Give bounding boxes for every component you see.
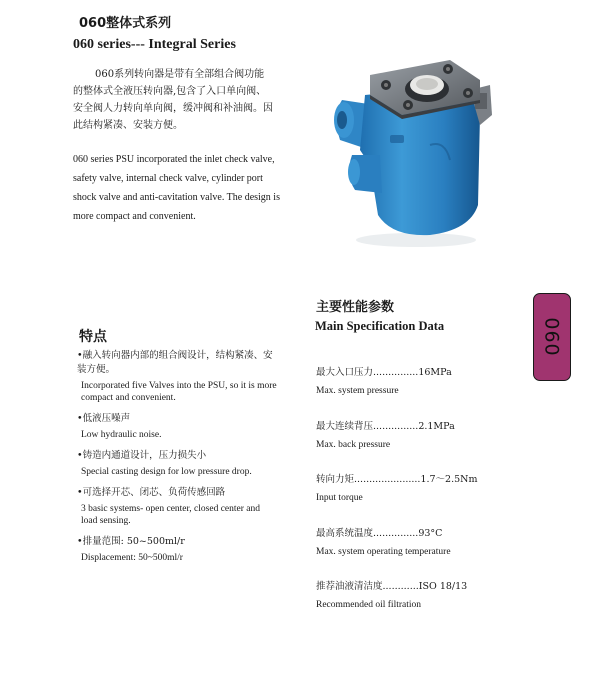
spec-item	[316, 366, 536, 420]
specs-heading-cn: 主要性能参数	[316, 300, 395, 315]
spec-leader-dots: ...............	[373, 420, 419, 432]
intro-text-cn: 060系列转向器是带有全部组合阀功能的整体式全液压转向器,包含了入口单向阀、安全阀人力转向单向阀，缓冲阀和补油阀。因此结构紧凑、安装方便。	[73, 69, 273, 131]
feature-text-cn: •低液压噪声	[77, 413, 131, 424]
spec-item	[316, 473, 536, 527]
feature-text-cn: •融入转向器内部的组合阀设计，结构紧凑、安装方便。	[77, 350, 273, 375]
steering-unit-image	[330, 55, 495, 255]
feature-text-en: Displacement: 50~500ml/r	[81, 553, 183, 563]
feature-item	[77, 486, 277, 527]
spec-item	[316, 527, 536, 581]
section-title-cn: 060整体式系列	[79, 16, 172, 31]
spec-leader-dots: ...............	[373, 367, 419, 378]
spec-label-cn: 最大入口压力	[316, 367, 374, 378]
spec-leader-dots: ......................	[354, 474, 421, 485]
feature-item	[77, 535, 277, 564]
features-heading: 特点	[79, 329, 107, 345]
feature-text-en: Low hydraulic noise.	[81, 430, 162, 440]
specs-heading-en: Main Specification Data	[315, 319, 445, 333]
spec-label-cn: 推荐油液清洁度	[316, 581, 383, 592]
spec-value: 16MPa	[418, 367, 452, 378]
spec-value: ISO 18/13	[418, 581, 468, 592]
spec-label-en: Max. system pressure	[316, 386, 399, 396]
feature-text-cn: •铸造内通道设计，压力损失小	[77, 450, 207, 461]
feature-text-cn: •排量范围: 50~500ml/r	[77, 536, 185, 547]
feature-text-en: Special casting design for low pressure drop.	[81, 467, 252, 477]
spec-label-cn: 最高系统温度	[316, 527, 374, 539]
feature-text-en: 3 basic systems- open center, closed center and load sensing.	[81, 504, 260, 526]
spec-label-cn: 转向力矩	[316, 474, 355, 485]
section-title-en: 060 series--- Integral Series	[73, 37, 236, 52]
feature-text-cn: •可选择开芯、闭芯、负荷传感回路	[77, 487, 226, 498]
spec-label-cn: 最大连续背压	[316, 420, 374, 432]
spec-label-en: Recommended oil filtration	[316, 600, 422, 610]
spec-value: 93°C	[418, 527, 443, 539]
feature-item	[77, 349, 277, 404]
spec-value: 1.7～2.5Nm	[420, 474, 478, 485]
spec-item	[316, 580, 536, 634]
series-side-tab	[533, 293, 571, 381]
spec-item	[316, 420, 536, 474]
spec-label-en: Input torque	[316, 493, 363, 503]
spec-label-en: Max. back pressure	[316, 439, 391, 450]
spec-value: 2.1MPa	[418, 420, 455, 432]
spec-leader-dots: ............	[382, 581, 419, 592]
feature-text-en: Incorporated five Valves into the PSU, so it is more compact and convenient.	[81, 381, 277, 403]
feature-item	[77, 449, 277, 478]
intro-text-en: 060 series PSU incorporated the inlet check valve, safety valve, internal check valve, cylinder port shock valve and anti-cavitation valve. The design is more compact and convenient.	[73, 154, 280, 222]
feature-item	[77, 412, 277, 441]
features-list	[77, 349, 277, 572]
series-tab-label: 060	[541, 317, 564, 357]
spec-leader-dots: ...............	[373, 527, 419, 539]
spec-label-en: Max. system operating temperature	[316, 546, 451, 557]
specs-list	[316, 366, 536, 634]
